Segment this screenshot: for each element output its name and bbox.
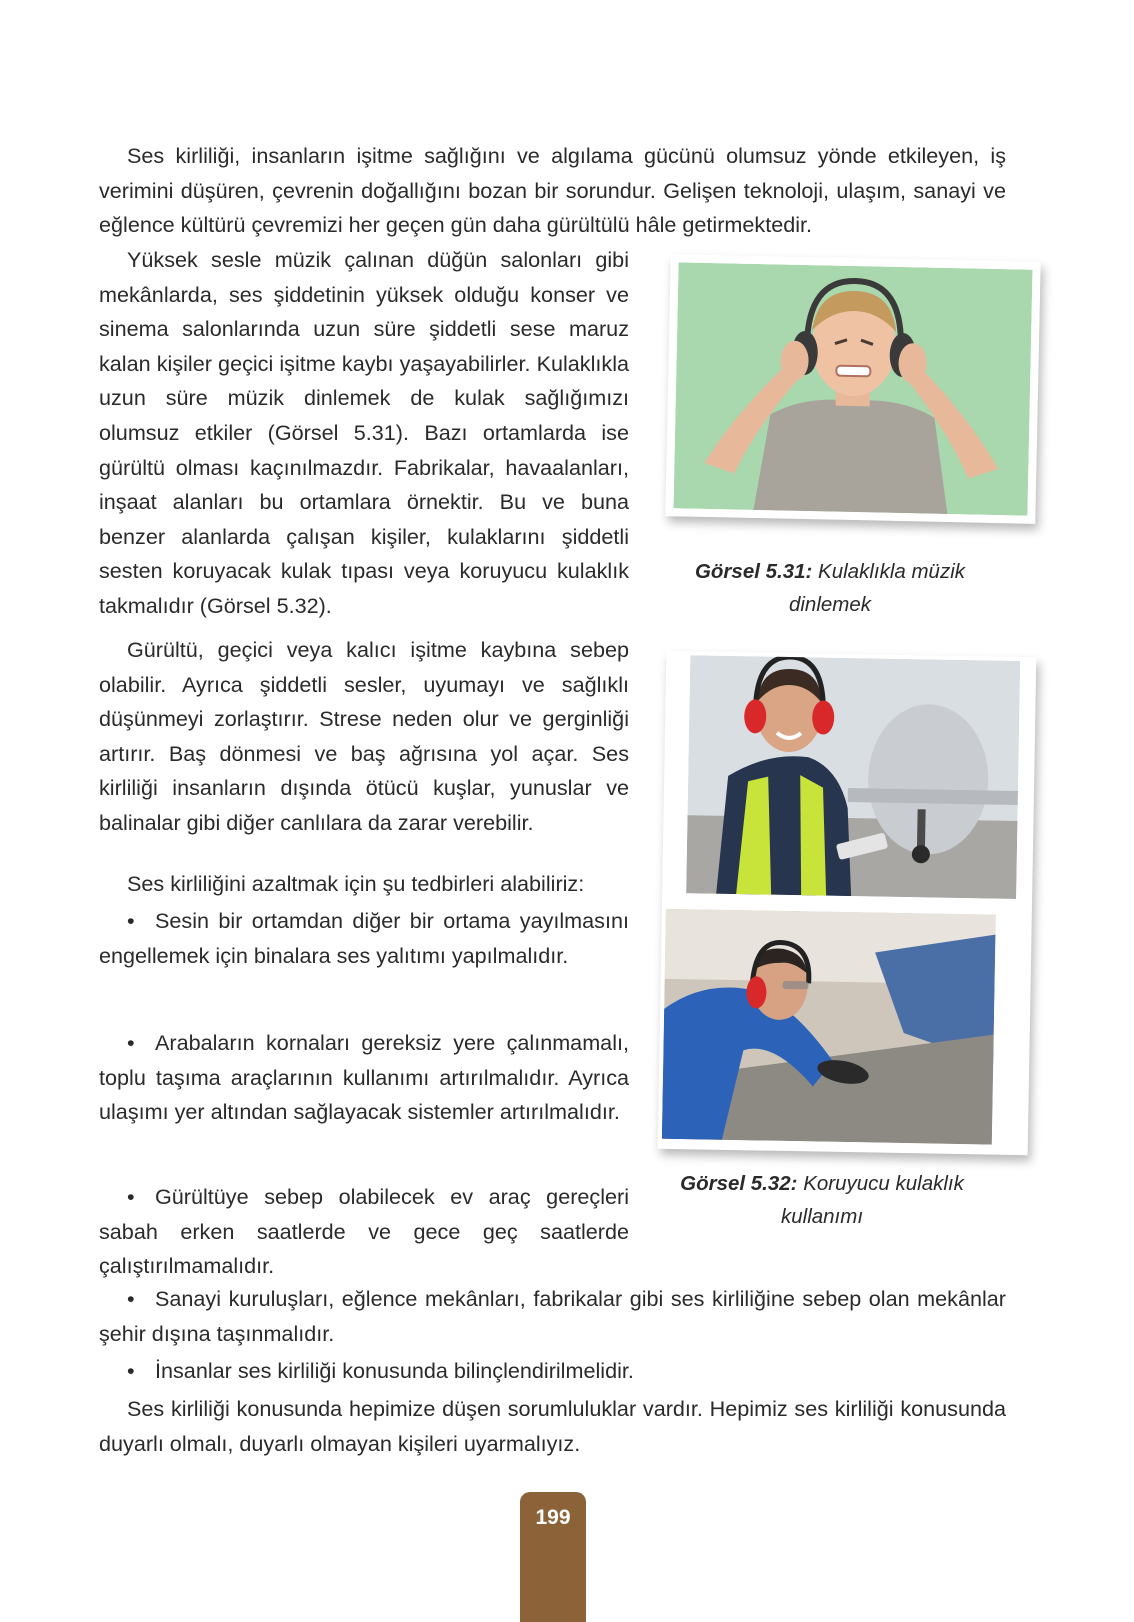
bullet-marker: • <box>127 1030 135 1055</box>
intro-paragraph: Ses kirliliği, insanların işitme sağlığını ve algılama gücünü olumsuz yönde etkileyen, iş verimini düşüren, çevrenin doğallığını bozan bir sorundur. Gelişen teknoloji, ulaşım, sanayi ve eğlence kültürü çevremizi her geçen gün daha gürültülü hâle getirmektedir. <box>99 143 1006 238</box>
bullet-text: Sanayi kuruluşları, eğlence mekânları, fabrikalar gibi ses kirliliğine sebep olan mekânlar şehir dışına taşınmalıdır. <box>99 1286 1006 1346</box>
list-item <box>99 904 629 973</box>
bullet-text: İnsanlar ses kirliliği konusunda bilinçlendirilmelidir. <box>155 1358 634 1383</box>
figure-5-31-caption <box>660 555 1000 621</box>
figure-5-32-frame <box>658 651 1037 1155</box>
bullet-text: Arabaların kornaları gereksiz yere çalınmamalı, toplu taşıma araçlarının kullanımı artırılmalıdır. Ayrıca ulaşımı yer altından sağlayacak sistemler artırılmalıdır. <box>99 1030 629 1125</box>
noise-effects-paragraph: Gürültü, geçici veya kalıcı işitme kaybına sebep olabilir. Ayrıca şiddetli sesler, uyumayı ve sağlıklı düşünmeyi zorlaştırır. Strese neden olur ve gerginliği artırır. Baş dönmesi ve baş ağrısına yol açar. Ses kirliliği insanların dışında ötücü kuşlar, yunuslar ve balinalar gibi diğer canlılara da zarar verebilir. <box>99 637 629 835</box>
caption-label: Görsel 5.31: <box>694 560 813 583</box>
list-item <box>99 1180 629 1284</box>
bullet-marker: • <box>127 1358 135 1383</box>
bullet-text: Gürültüye sebep olabilecek ev araç gereçleri sabah erken saatlerde ve gece geç saatlerde çalıştırılmamalıdır. <box>99 1184 629 1279</box>
bullet-marker: • <box>127 1286 135 1311</box>
conclusion-paragraph: Ses kirliliği konusunda hepimize düşen sorumluluklar vardır. Hepimiz ses kirliliği konusunda duyarlı olmalı, duyarlı olmayan kişileri uyarmalıyız. <box>99 1396 1006 1456</box>
factory-worker-photo <box>662 909 996 1145</box>
boy-with-headphones-photo <box>673 262 1032 515</box>
list-item <box>99 1282 1006 1351</box>
figure-5-32-caption <box>652 1167 992 1233</box>
bullet-marker: • <box>127 1184 135 1209</box>
figure-5-31-frame <box>665 254 1040 524</box>
caption-label: Görsel 5.32: <box>680 1172 798 1195</box>
bullet-marker: • <box>127 908 135 933</box>
list-item <box>99 1354 1006 1389</box>
list-item <box>99 1026 629 1130</box>
page-number: 199 <box>520 1492 586 1622</box>
caption-text: Kulaklıkla müzik dinlemek <box>788 560 966 616</box>
caption-text: Koruyucu kulaklık kullanımı <box>780 1172 964 1228</box>
measures-intro: Ses kirliliğini azaltmak için şu tedbirleri alabiliriz: <box>127 871 585 896</box>
hearing-loss-paragraph: Yüksek sesle müzik çalınan düğün salonları gibi mekânlarda, ses şiddetinin yüksek olduğu konser ve sinema salonlarında uzun süre şiddetli sese maruz kalan kişiler geçici işitme kaybı yaşayabilirler. Kulaklıkla uzun süre müzik dinlemek de kulak sağlığımızı olumsuz etkiler (Görsel 5.31). Bazı ortamlarda ise gürültü olması kaçınılmazdır. Fabrikalar, havaalanları, inşaat alanları bu ortamlara örnektir. Bu ve buna benzer alanlarda çalışan kişiler, kulaklarını şiddetli sesten koruyacak kulak tıpası veya koruyucu kulaklık takmalıdır (Görsel 5.32). <box>99 247 629 618</box>
airport-worker-photo <box>686 655 1020 899</box>
bullet-text: Sesin bir ortamdan diğer bir ortama yayılmasını engellemek için binalara ses yalıtımı yapılmalıdır. <box>99 908 629 968</box>
